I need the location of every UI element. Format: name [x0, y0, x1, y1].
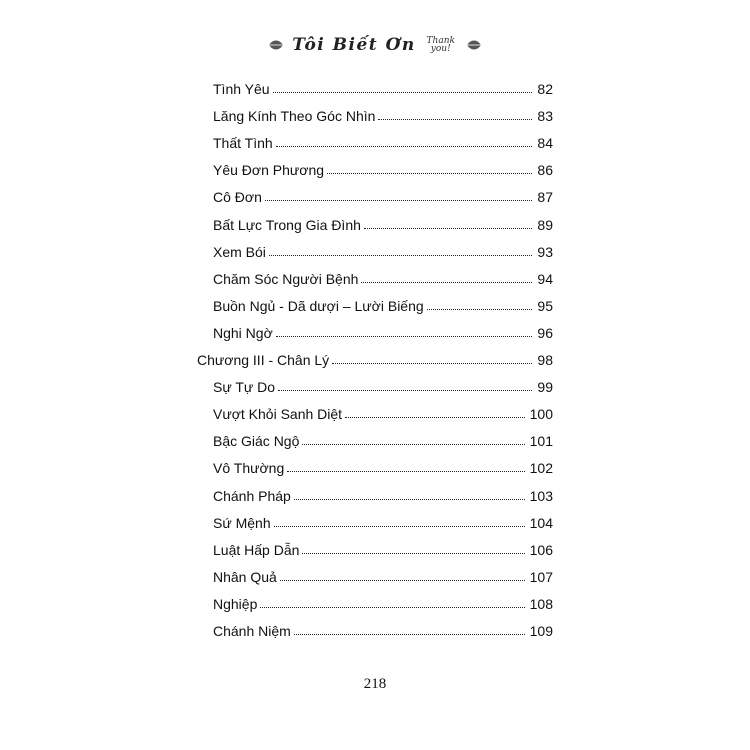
toc-entry-page: 96 — [537, 324, 553, 341]
toc-entry-page: 84 — [537, 135, 553, 152]
toc-entry-title: Yêu Đơn Phương — [213, 162, 325, 179]
dot-leader — [378, 118, 532, 120]
toc-entry-page: 86 — [537, 162, 553, 179]
toc-entry-title: Bậc Giác Ngộ — [213, 433, 300, 450]
dot-leader — [361, 281, 532, 283]
toc-entry-title: Sự Tự Do — [213, 379, 276, 396]
toc-entry — [213, 563, 553, 585]
toc-entry-title: Chánh Pháp — [213, 487, 291, 504]
toc-entry-title: Cô Đơn — [213, 189, 262, 206]
toc-entry-page: 99 — [537, 379, 553, 396]
page-number: 218 — [363, 676, 387, 692]
toc-entry — [213, 373, 553, 395]
thank-you-line-2: you! — [430, 44, 451, 54]
toc-entry — [213, 265, 553, 287]
dot-leader — [294, 498, 525, 500]
thank-you-script — [424, 37, 458, 53]
dot-leader — [260, 606, 524, 608]
toc-entry-title: Vô Thường — [213, 460, 285, 477]
toc-entry-page: 98 — [537, 352, 553, 368]
toc-entry-title: Nghiệp — [213, 595, 258, 612]
toc-entry-title: Vượt Khỏi Sanh Diệt — [213, 406, 343, 423]
toc-chapter-entry — [197, 346, 553, 368]
toc-entry — [213, 617, 553, 639]
toc-entry-title: Lăng Kính Theo Góc Nhìn — [213, 108, 376, 125]
toc-entry — [213, 482, 553, 504]
toc-entry-title: Thất Tình — [213, 135, 273, 152]
toc-entry — [213, 400, 553, 422]
toc-entry — [213, 211, 553, 233]
toc-entry — [213, 536, 553, 558]
dot-leader — [294, 633, 525, 635]
toc-entry-title: Tình Yêu — [213, 81, 270, 97]
toc-entry — [213, 292, 553, 314]
dot-leader — [278, 389, 532, 391]
toc-entry-page: 89 — [537, 216, 553, 233]
toc-entry-page: 109 — [529, 623, 553, 639]
toc-entry-page: 93 — [537, 243, 553, 260]
dot-leader — [345, 416, 525, 418]
toc-entry-page: 101 — [529, 433, 553, 450]
toc-entry-page: 94 — [537, 270, 553, 287]
toc-entry-title: Chánh Niệm — [213, 623, 291, 639]
dot-leader — [287, 470, 524, 472]
toc-entry — [213, 590, 553, 612]
toc-entry-title: Buồn Ngủ - Dã dượi – Lười Biếng — [213, 297, 424, 314]
leaf-ornament-icon — [268, 39, 284, 51]
toc-entry-page: 104 — [529, 514, 553, 531]
toc-entry — [213, 129, 553, 151]
leaf-ornament-icon — [466, 39, 482, 51]
toc-entry — [213, 183, 553, 205]
toc-entry-title: Bất Lực Trong Gia Đình — [213, 216, 361, 233]
dot-leader — [276, 335, 533, 337]
dot-leader — [273, 91, 533, 93]
running-header — [0, 30, 750, 60]
toc-entry-page: 87 — [537, 189, 553, 206]
toc-entry — [213, 454, 553, 476]
toc-entry-page: 100 — [529, 406, 553, 423]
toc-entry — [213, 427, 553, 449]
toc-entry-title: Chương III - Chân Lý — [197, 352, 330, 368]
dot-leader — [427, 308, 533, 310]
toc-entry-page: 102 — [529, 460, 553, 477]
toc-entry-title: Nghi Ngờ — [213, 324, 273, 341]
dot-leader — [302, 443, 524, 445]
toc-entry-page: 95 — [537, 297, 553, 314]
toc-entry — [213, 238, 553, 260]
dot-leader — [327, 172, 532, 174]
dot-leader — [276, 145, 533, 147]
dot-leader — [265, 199, 533, 201]
dot-leader — [269, 254, 533, 256]
toc-entry-title: Chăm Sóc Người Bệnh — [213, 270, 359, 287]
dot-leader — [364, 227, 533, 229]
toc-entry-page: 107 — [529, 568, 553, 585]
toc-entry-title: Nhân Quả — [213, 568, 277, 585]
toc-entry-page: 83 — [537, 108, 553, 125]
toc-entry — [213, 319, 553, 341]
toc-entry — [213, 75, 553, 97]
thank-you-line-1: Thank — [426, 36, 455, 46]
dot-leader — [280, 579, 525, 581]
dot-leader — [274, 525, 525, 527]
toc-entry-title: Xem Bói — [213, 243, 266, 260]
toc-entry — [213, 509, 553, 531]
toc-entry-page: 103 — [529, 487, 553, 504]
toc-entry-page: 106 — [529, 541, 553, 558]
toc-entry-title: Luật Hấp Dẫn — [213, 541, 300, 558]
book-title: Tôi Biết Ơn — [292, 35, 416, 55]
toc-entry — [213, 102, 553, 124]
toc-entry — [213, 156, 553, 178]
toc-entry-title: Sứ Mệnh — [213, 514, 271, 531]
dot-leader — [302, 552, 524, 554]
dot-leader — [332, 362, 532, 364]
toc-entry-page: 108 — [529, 595, 553, 612]
toc-entry-page: 82 — [537, 81, 553, 97]
